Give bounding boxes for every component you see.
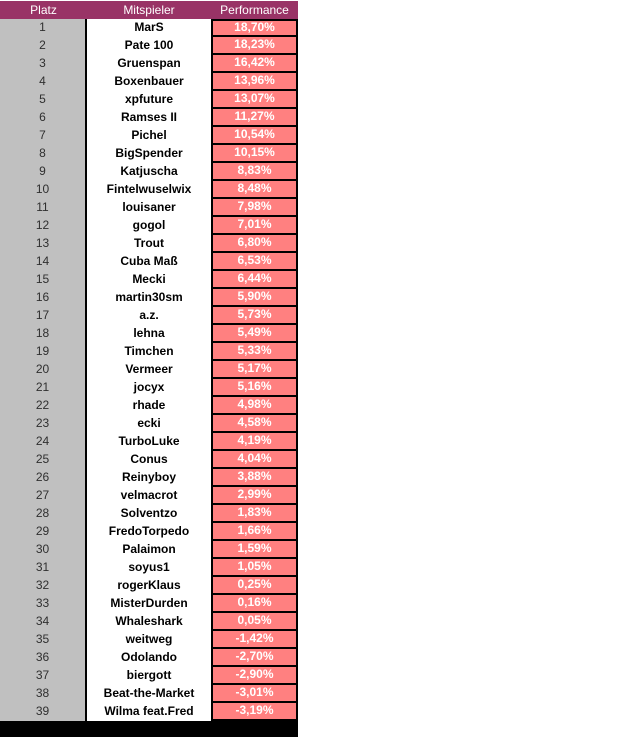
- performance-cell: 6,80%: [211, 235, 298, 253]
- player-cell: Mecki: [87, 271, 211, 289]
- performance-cell: 5,90%: [211, 289, 298, 307]
- table-row: [0, 415, 298, 433]
- performance-cell: 18,23%: [211, 37, 298, 55]
- rank-cell: 3: [0, 55, 87, 73]
- player-cell: rhade: [87, 397, 211, 415]
- player-cell: louisaner: [87, 199, 211, 217]
- table-row: [0, 595, 298, 613]
- table-row: [0, 37, 298, 55]
- player-cell: velmacrot: [87, 487, 211, 505]
- table-row: [0, 523, 298, 541]
- header-performance: Performance: [220, 3, 289, 17]
- rank-cell: 20: [0, 361, 87, 379]
- performance-cell: 10,54%: [211, 127, 298, 145]
- performance-cell: 0,05%: [211, 613, 298, 631]
- performance-cell: 10,15%: [211, 145, 298, 163]
- table-row: [0, 649, 298, 667]
- performance-cell: 0,16%: [211, 595, 298, 613]
- player-cell: weitweg: [87, 631, 211, 649]
- rank-cell: 16: [0, 289, 87, 307]
- header-mitspieler: Mitspieler: [123, 3, 175, 17]
- rank-cell: 31: [0, 559, 87, 577]
- performance-cell: 2,99%: [211, 487, 298, 505]
- performance-cell: 1,59%: [211, 541, 298, 559]
- table-row: [0, 361, 298, 379]
- performance-cell: 4,58%: [211, 415, 298, 433]
- performance-cell: 5,49%: [211, 325, 298, 343]
- player-cell: a.z.: [87, 307, 211, 325]
- performance-cell: 1,83%: [211, 505, 298, 523]
- rank-cell: 10: [0, 181, 87, 199]
- player-cell: Vermeer: [87, 361, 211, 379]
- player-cell: Ramses II: [87, 109, 211, 127]
- table-row: [0, 703, 298, 721]
- table-body: [0, 19, 298, 721]
- rank-cell: 37: [0, 667, 87, 685]
- performance-cell: 4,98%: [211, 397, 298, 415]
- performance-cell: -3,19%: [211, 703, 298, 721]
- rank-cell: 18: [0, 325, 87, 343]
- table-row: [0, 505, 298, 523]
- performance-cell: 7,01%: [211, 217, 298, 235]
- rank-cell: 17: [0, 307, 87, 325]
- performance-cell: 1,66%: [211, 523, 298, 541]
- table-row: [0, 487, 298, 505]
- player-cell: ecki: [87, 415, 211, 433]
- player-cell: Palaimon: [87, 541, 211, 559]
- rank-cell: 29: [0, 523, 87, 541]
- player-cell: Solventzo: [87, 505, 211, 523]
- player-cell: Trout: [87, 235, 211, 253]
- table-row: [0, 91, 298, 109]
- player-cell: lehna: [87, 325, 211, 343]
- rank-cell: 23: [0, 415, 87, 433]
- performance-cell: -1,42%: [211, 631, 298, 649]
- rank-cell: 25: [0, 451, 87, 469]
- table-row: [0, 307, 298, 325]
- table-row: [0, 289, 298, 307]
- player-cell: gogol: [87, 217, 211, 235]
- performance-cell: 13,07%: [211, 91, 298, 109]
- player-cell: Pichel: [87, 127, 211, 145]
- header-platz: Platz: [30, 3, 57, 17]
- performance-cell: 5,33%: [211, 343, 298, 361]
- rank-cell: 8: [0, 145, 87, 163]
- table-row: [0, 181, 298, 199]
- performance-cell: 4,04%: [211, 451, 298, 469]
- performance-cell: -2,90%: [211, 667, 298, 685]
- player-cell: MarS: [87, 19, 211, 37]
- rank-cell: 11: [0, 199, 87, 217]
- rank-cell: 9: [0, 163, 87, 181]
- table-row: [0, 469, 298, 487]
- player-cell: BigSpender: [87, 145, 211, 163]
- performance-cell: 3,88%: [211, 469, 298, 487]
- rank-cell: 13: [0, 235, 87, 253]
- performance-cell: 6,53%: [211, 253, 298, 271]
- rank-cell: 33: [0, 595, 87, 613]
- table-row: [0, 667, 298, 685]
- table-row: [0, 19, 298, 37]
- player-cell: xpfuture: [87, 91, 211, 109]
- rank-cell: 35: [0, 631, 87, 649]
- player-cell: MisterDurden: [87, 595, 211, 613]
- rank-cell: 30: [0, 541, 87, 559]
- table-row: [0, 253, 298, 271]
- player-cell: Timchen: [87, 343, 211, 361]
- rank-cell: 26: [0, 469, 87, 487]
- table-row: [0, 55, 298, 73]
- player-cell: Odolando: [87, 649, 211, 667]
- player-cell: rogerKlaus: [87, 577, 211, 595]
- table-row: [0, 613, 298, 631]
- performance-cell: 11,27%: [211, 109, 298, 127]
- table-row: [0, 217, 298, 235]
- performance-cell: 1,05%: [211, 559, 298, 577]
- performance-cell: 18,70%: [211, 19, 298, 37]
- rank-cell: 15: [0, 271, 87, 289]
- table-header-row: [0, 1, 298, 19]
- performance-cell: 7,98%: [211, 199, 298, 217]
- rank-cell: 32: [0, 577, 87, 595]
- footer-bar: [0, 721, 298, 737]
- player-cell: Conus: [87, 451, 211, 469]
- rank-cell: 14: [0, 253, 87, 271]
- player-cell: Cuba Maß: [87, 253, 211, 271]
- rank-cell: 22: [0, 397, 87, 415]
- rank-cell: 38: [0, 685, 87, 703]
- player-cell: Katjuscha: [87, 163, 211, 181]
- table-row: [0, 109, 298, 127]
- rank-cell: 5: [0, 91, 87, 109]
- rank-cell: 36: [0, 649, 87, 667]
- performance-cell: -2,70%: [211, 649, 298, 667]
- player-cell: martin30sm: [87, 289, 211, 307]
- performance-cell: -3,01%: [211, 685, 298, 703]
- player-cell: Wilma feat.Fred: [87, 703, 211, 721]
- rank-cell: 7: [0, 127, 87, 145]
- table-row: [0, 271, 298, 289]
- player-cell: Boxenbauer: [87, 73, 211, 91]
- rank-cell: 27: [0, 487, 87, 505]
- performance-cell: 6,44%: [211, 271, 298, 289]
- performance-cell: 8,48%: [211, 181, 298, 199]
- rank-cell: 21: [0, 379, 87, 397]
- rank-cell: 12: [0, 217, 87, 235]
- table-row: [0, 199, 298, 217]
- table-row: [0, 541, 298, 559]
- player-cell: Pate 100: [87, 37, 211, 55]
- performance-cell: 5,17%: [211, 361, 298, 379]
- table-row: [0, 343, 298, 361]
- rank-cell: 34: [0, 613, 87, 631]
- player-cell: FredoTorpedo: [87, 523, 211, 541]
- player-cell: biergott: [87, 667, 211, 685]
- table-row: [0, 559, 298, 577]
- performance-cell: 16,42%: [211, 55, 298, 73]
- rank-cell: 1: [0, 19, 87, 37]
- rank-cell: 4: [0, 73, 87, 91]
- table-row: [0, 73, 298, 91]
- table-row: [0, 145, 298, 163]
- player-cell: soyus1: [87, 559, 211, 577]
- performance-cell: 0,25%: [211, 577, 298, 595]
- table-row: [0, 433, 298, 451]
- table-row: [0, 163, 298, 181]
- performance-cell: 5,16%: [211, 379, 298, 397]
- rank-cell: 6: [0, 109, 87, 127]
- table-row: [0, 631, 298, 649]
- rank-cell: 2: [0, 37, 87, 55]
- player-cell: Beat-the-Market: [87, 685, 211, 703]
- player-cell: jocyx: [87, 379, 211, 397]
- performance-cell: 13,96%: [211, 73, 298, 91]
- performance-cell: 4,19%: [211, 433, 298, 451]
- table-row: [0, 325, 298, 343]
- table-row: [0, 235, 298, 253]
- rank-cell: 39: [0, 703, 87, 721]
- rank-cell: 28: [0, 505, 87, 523]
- rank-cell: 19: [0, 343, 87, 361]
- player-cell: Gruenspan: [87, 55, 211, 73]
- table-row: [0, 127, 298, 145]
- player-cell: Fintelwuselwix: [87, 181, 211, 199]
- performance-cell: 5,73%: [211, 307, 298, 325]
- performance-cell: 8,83%: [211, 163, 298, 181]
- player-cell: Reinyboy: [87, 469, 211, 487]
- rank-cell: 24: [0, 433, 87, 451]
- table-row: [0, 451, 298, 469]
- table-row: [0, 685, 298, 703]
- table-row: [0, 379, 298, 397]
- player-cell: Whaleshark: [87, 613, 211, 631]
- player-cell: TurboLuke: [87, 433, 211, 451]
- ranking-table: [0, 1, 298, 737]
- table-row: [0, 577, 298, 595]
- table-row: [0, 397, 298, 415]
